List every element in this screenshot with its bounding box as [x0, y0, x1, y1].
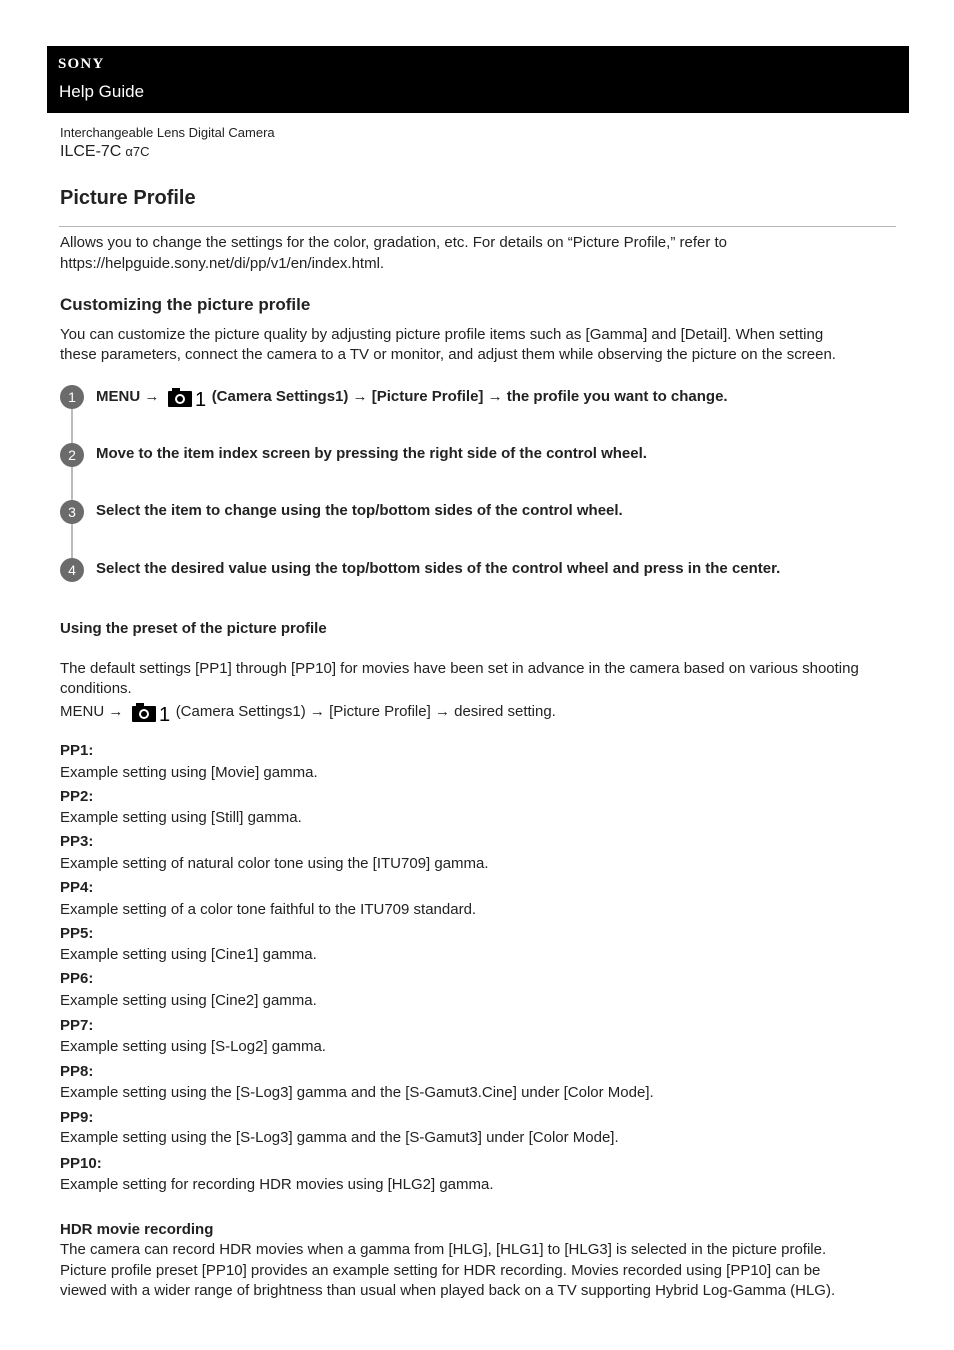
preset-desc-1: The default settings [PP1] through [PP10] for movies have been set in advance in the camera based on various shooting	[60, 660, 859, 677]
preset-menu-path	[60, 700, 900, 723]
step-number-1: 1	[60, 385, 84, 409]
pp4-label: PP4:	[60, 879, 94, 896]
step-text-3: Select the item to change using the top/bottom sides of the control wheel.	[96, 502, 623, 519]
preset-menu-prefix: MENU →	[60, 703, 124, 720]
hdr-line-3: viewed with a wider range of brightness than usual when played back on a TV supporting Hybrid Log-Gamma (HLG).	[60, 1282, 836, 1299]
preset-desc-2: conditions.	[60, 680, 132, 697]
pp3-label: PP3:	[60, 833, 94, 850]
pp4-desc: Example setting of a color tone faithful to the ITU709 standard.	[60, 901, 477, 918]
intro-link[interactable]: https://helpguide.sony.net/di/pp/v1/en/index.html.	[60, 255, 385, 272]
product-type: Interchangeable Lens Digital Camera	[60, 125, 275, 140]
pp8-label: PP8:	[60, 1063, 94, 1080]
pp1-desc: Example setting using [Movie] gamma.	[60, 764, 318, 781]
model-alias: α7C	[125, 144, 150, 159]
model-name	[60, 143, 150, 161]
pp2-label: PP2:	[60, 788, 94, 805]
customize-desc-2: these parameters, connect the camera to a TV or monitor, and adjust them while observing the picture on the screen.	[60, 346, 836, 363]
pp5-label: PP5:	[60, 925, 94, 942]
preset-heading: Using the preset of the picture profile	[60, 620, 327, 637]
pp5-desc: Example setting using [Cine1] gamma.	[60, 946, 317, 963]
customize-heading: Customizing the picture profile	[60, 295, 311, 314]
svg-text:1: 1	[194, 389, 206, 407]
step-text-2: Move to the item index screen by pressing the right side of the control wheel.	[96, 445, 647, 462]
pp8-desc: Example setting using the [S-Log3] gamma and the [S-Gamut3.Cine] under [Color Mode].	[60, 1084, 654, 1101]
step-text-1	[96, 385, 728, 405]
pp6-label: PP6:	[60, 970, 94, 987]
title-divider	[59, 226, 896, 227]
svg-text:1: 1	[158, 704, 170, 722]
pp6-desc: Example setting using [Cine2] gamma.	[60, 992, 317, 1009]
sony-logo: SONY	[58, 56, 105, 72]
step-number-3: 3	[60, 500, 84, 524]
step-1-suffix: (Camera Settings1) → [Picture Profile] → the profile you want to change.	[211, 388, 728, 405]
pp10-desc: Example setting for recording HDR movies using [HLG2] gamma.	[60, 1176, 494, 1193]
steps-connector	[71, 400, 73, 570]
step-text-4: Select the desired value using the top/bottom sides of the control wheel and press in the center.	[96, 560, 781, 577]
step-number-4: 4	[60, 558, 84, 582]
intro-line-1: Allows you to change the settings for the color, gradation, etc. For details on “Picture Profile,” refer to	[60, 234, 728, 251]
help-guide-title: Help Guide	[59, 82, 145, 101]
page-title: Picture Profile	[60, 187, 196, 209]
pp3-desc: Example setting of natural color tone using the [ITU709] gamma.	[60, 855, 489, 872]
pp9-label: PP9:	[60, 1109, 94, 1126]
step-1-prefix: MENU →	[96, 388, 160, 405]
step-number-2: 2	[60, 443, 84, 467]
hdr-line-2: Picture profile preset [PP10] provides an example setting for HDR recording. Movies recorded using [PP10] can be	[60, 1262, 821, 1279]
pp7-desc: Example setting using [S-Log2] gamma.	[60, 1038, 326, 1055]
pp1-label: PP1:	[60, 742, 94, 759]
model-number: ILCE-7C	[60, 143, 122, 160]
pp10-label: PP10:	[60, 1155, 102, 1172]
camera-settings1-icon	[132, 700, 170, 720]
pp2-desc: Example setting using [Still] gamma.	[60, 809, 302, 826]
customize-desc-1: You can customize the picture quality by adjusting picture profile items such as [Gamma] and [Detail]. When setting	[60, 326, 824, 343]
hdr-line-1: The camera can record HDR movies when a gamma from [HLG], [HLG1] to [HLG3] is selected in the picture profile.	[60, 1241, 827, 1258]
camera-settings1-icon	[168, 385, 206, 405]
pp7-label: PP7:	[60, 1017, 94, 1034]
hdr-heading: HDR movie recording	[60, 1221, 214, 1238]
preset-menu-suffix: (Camera Settings1) → [Picture Profile] → desired setting.	[175, 703, 556, 720]
pp9-desc: Example setting using the [S-Log3] gamma and the [S-Gamut3] under [Color Mode].	[60, 1129, 619, 1146]
header-bar	[47, 46, 909, 113]
